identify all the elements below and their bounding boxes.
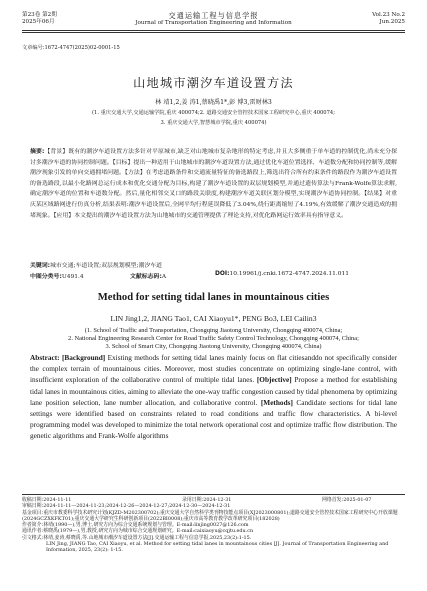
paper-title-cn: 山地城市潮汐车道设置方法 xyxy=(133,76,294,90)
abstract-label-en: Abstract: xyxy=(30,353,60,362)
classification-row xyxy=(30,271,397,280)
corresponding-label: 通讯作者: xyxy=(22,528,44,535)
accepted-label: 录用日期: xyxy=(182,497,204,503)
keywords-cn xyxy=(30,260,397,269)
authors-cn: 林 靖1,2,姜 涛1,蔡晓禹1*,彭 博3,雷财林3 xyxy=(155,99,272,106)
abstract-en xyxy=(30,352,397,442)
volume-issue-cn: 第23卷 第2期 xyxy=(22,12,57,18)
corresponding-value: 蔡晓禹(1979—),男,教授,研究方向为城市综合交通规划研究。E-mail:caixiaoyu@cqjtu.edu.cn xyxy=(43,528,254,535)
revised-value: 2024-11-11—2024-11-23;2024-12-26—2024-12-27;2024-12-30—2024-12-31 xyxy=(43,503,231,510)
citation-en: LIN Jing, JIANG Tao, CAI Xiaoyu, et al. Method for setting tidal lanes in mountainous cities [J]. Journal of Transportation Engineering and Information, 2025, 23(2): 1-15. xyxy=(46,541,389,554)
affiliation-en-1: (1. School of Traffic and Transportation, Chongqing Jiaotong University, Chongqing 400074, China; xyxy=(84,327,343,334)
journal-volume-info xyxy=(22,12,57,26)
fund-label: 基金项目: xyxy=(22,509,44,516)
received-value: 2024-11-11 xyxy=(43,497,72,503)
affiliation-cn-1: (1. 重庆交通大学,交通运输学院,重庆 400074;2. 道路交通安全管控技术国家工程研究中心,重庆 400074; xyxy=(92,110,335,116)
journal-name-cn: 交通运输工程与信息学报 xyxy=(168,11,259,20)
clc-number xyxy=(30,271,130,280)
header-rule xyxy=(22,30,405,31)
date-en: Jun.2025 xyxy=(379,19,405,25)
affiliation-cn-2: 3. 重庆交通大学,智慧城市学院,重庆 400074) xyxy=(160,120,267,126)
paper-title-en: Method for setting tidal lanes in mountainous cities xyxy=(97,292,330,303)
journal-name xyxy=(100,11,327,27)
fund-value: 重庆市教委科学技术研究计划(KJZD-M202300702);重庆交通大学自然科学类刊物技能点项目(XJ2023000801);道路交通安全管控技术国家工程研究中心开放课题(2024GCZXKFKT01);重庆交通大学研究生科研创新项目(2022BI0008);重庆市高等教育教学改革研究项目(182028) xyxy=(22,509,398,522)
online-label: 网络首发: xyxy=(322,497,344,503)
keywords-label-cn: 关键词: xyxy=(30,263,51,269)
affiliation-en-3: 3. School of Smart City, Chongqing Jiaotong University, Chongqing 400074, China) xyxy=(105,343,322,350)
accepted-value: 2024-12-31 xyxy=(203,497,232,503)
citation-label: 引文格式: xyxy=(22,534,44,541)
revised-label: 审稿日期: xyxy=(22,503,44,510)
doi-value: 10.19961/j.cnki.1672-4747.2024.11.011 xyxy=(229,271,349,277)
doc-code-label: 文献标志码: xyxy=(130,274,162,280)
date-cn: 2025年06月 xyxy=(22,19,55,25)
online-value: 2025-01-07 xyxy=(343,497,372,503)
methods-label: [Methods] xyxy=(260,397,293,407)
volume-issue-en: Vol.23 No.2 xyxy=(372,12,405,18)
doc-code xyxy=(130,271,215,280)
footnote-rule xyxy=(22,494,405,495)
authors-en: LIN Jing1,2, JIANG Tao1, CAI Xiaoyu1*, PENG Bo3, LEI Cailin3 xyxy=(110,314,317,323)
doc-code-value: A xyxy=(161,274,167,280)
keywords-text-cn: 城市交通;车道设置;双层规划模型;潮汐车道 xyxy=(50,263,163,269)
footnotes xyxy=(22,497,405,554)
methods-text: Candidate sections for tidal lane settings were identified based on constraints related to road conditions and traffic flow characteristics. A bi-level programming model was developed to minimize the total network operational cost and optimize traffic flow distribution. The genetic algorithms and Frank-Wolfe algorithms xyxy=(30,397,398,441)
abstract-cn xyxy=(30,147,397,221)
citation-cn-value: 林靖,姜涛,蔡晓禹,等.山地城市潮汐车道设置方法[J].交通运输工程与信息学报,2025,23(2):1-15. xyxy=(43,534,252,541)
journal-volume-info-en xyxy=(372,12,405,26)
received-label: 收稿日期: xyxy=(22,497,44,503)
objective-label: [Objective] xyxy=(256,375,292,385)
online-date xyxy=(322,497,371,503)
author-bio-value: 林靖(1990—),男,博士,研究方向为综合交通系统规划与管理。E-mail:linjing0027@126.com xyxy=(43,522,249,529)
abstract-label-cn: 摘要: xyxy=(30,149,45,155)
doi xyxy=(215,271,349,280)
affiliation-en-2: 2. National Engineering Research Center for Road Traffic Safety Control Technology, Chongqing 400074, China; xyxy=(68,335,359,342)
header-rule-thin xyxy=(22,32,405,33)
objective-text: Propose a method for establishing tidal lanes in mountainous cities, aiming to alleviate the one-way traffic congestion caused by tidal phenomena by optimizing lane position selection, lane number allocation, and collaborative control. xyxy=(30,375,398,407)
clc-value: U491.4 xyxy=(61,274,84,280)
fund xyxy=(22,510,405,523)
background-text: Existing methods for setting tidal lanes mainly focus on flat citiesanddo not specifically consider the complex terrain of mountainous cities. Moreover, most studies concentrate on optimizing single-lane control, with insufficient exploration of the collaborative control of multiple tidal lanes. xyxy=(30,353,398,385)
doi-label: DOI: xyxy=(215,271,230,277)
author-bio-label: 作者简介: xyxy=(22,522,44,529)
article-id: 文章编号:1672-4747(2025)02-0001-15 xyxy=(22,45,120,51)
background-label: [Background] xyxy=(61,353,106,362)
abstract-text-cn: 【背景】既有的潮汐车道设置方法多针对平原城市,缺乏对山地城市复杂地形的特定考虑,并且大多侧重于单车道的控制优化,尚未充分探讨多潮汐车道的协同控制问题。【目标】提出一种适用于山地城市的潮汐车道设置方法,通过优化车道位置选择、车道数分配和协同控制等,缓解潮汐现象引发的单向交通拥堵问题。【方法】在考虑道路条件和交通流量特征的备选路段上,筛选出符合所有约束条件的路段作为潮汐车道设置的备选路段,以最小化路网总运行成本和优化交通分配为目标,构建了潮汐车道设置的双层规划模型,并通过遗传算法与Frank-Wolfe算法求解,确定潮汐车道的位置和车道数分配。然后,量化相邻交叉口的路段关联度,构建潮汐车道关联区划分模型,实现潮汐车道协同控制。【结果】对重庆某区域路网进行仿真分析,结果表明:潮汐车道设置后,全网平均行程延误降低了3.04%,绕行距离缩短了4.19%,有效缓解了潮汐交通造成的拥堵现象。【应用】本文提出的潮汐车道设置方法为山地城市的交通管理提供了理论支持,对优化路网运行效率具有指导意义。 xyxy=(30,149,398,219)
clc-label: 中图分类号: xyxy=(30,274,62,280)
journal-name-en: Journal of Transportation Engineering and Information xyxy=(135,20,292,26)
